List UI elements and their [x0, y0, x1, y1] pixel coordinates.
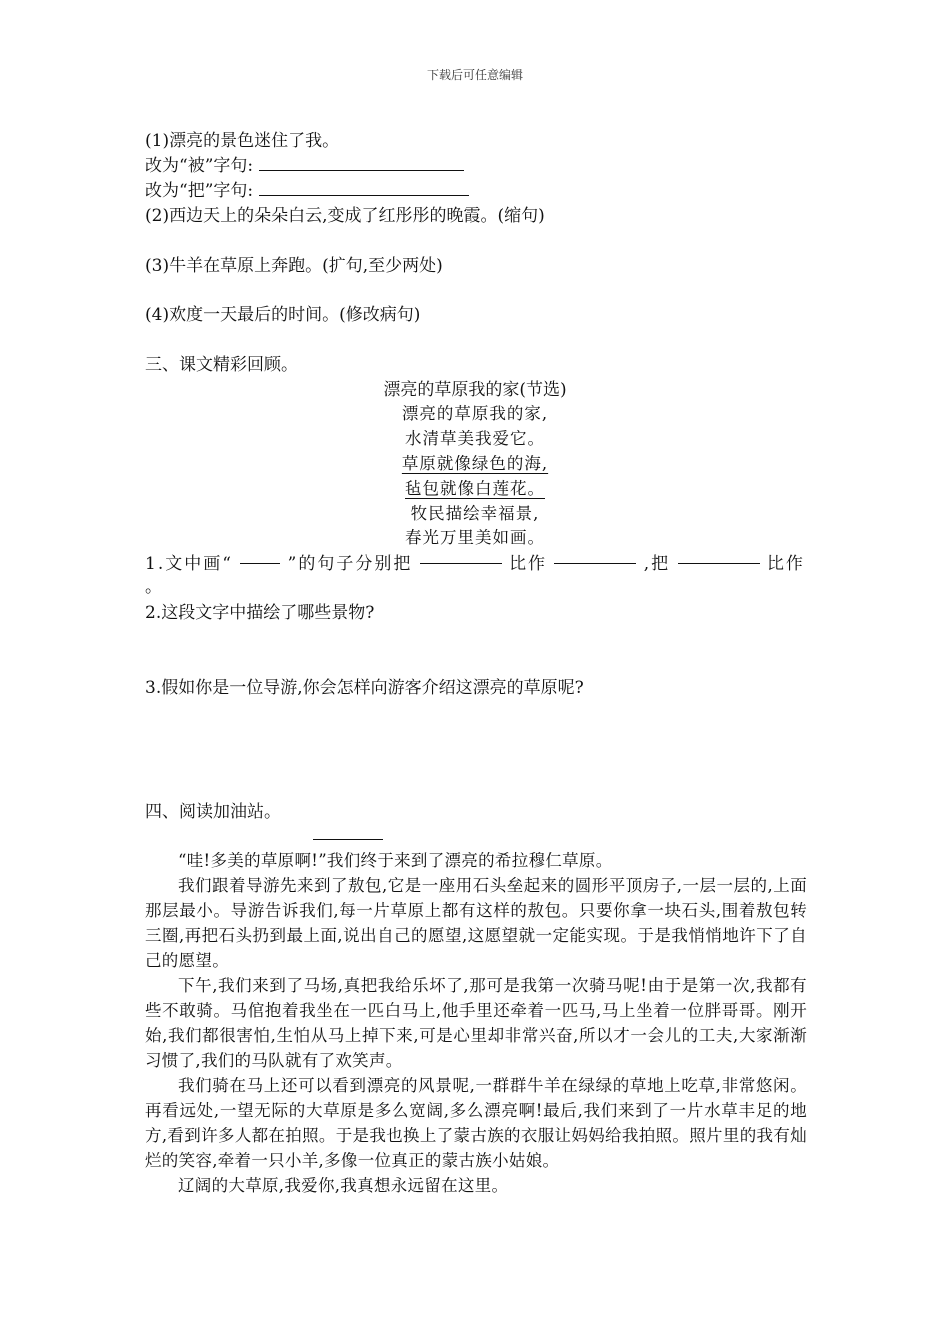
section-4-title: 四、阅读加油站。: [145, 802, 281, 822]
question-1a: [145, 151, 464, 176]
answer-blank[interactable]: [240, 549, 280, 564]
passage-paragraph: 下午,我们来到了马场,真把我给乐坏了,那可是我第一次骑马呢!由于是第一次,我都有些不敢骑。马倌抱着我坐在一匹白马上,他手里还牵着一匹马,马上坐着一位胖哥哥。刚开始,我们都很害怕,生怕从马上掉下来,可是心里却非常兴奋,所以才一会儿的工夫,大家渐渐习惯了,我们的马队就有了欢笑声。: [145, 976, 807, 1070]
fill-question-end: 。: [145, 577, 162, 597]
question-4: (4)欢度一天最后的时间。(修改病句): [145, 305, 421, 325]
answer-blank[interactable]: [259, 156, 464, 171]
poem-title: 漂亮的草原我的家(节选): [383, 380, 567, 400]
passage-paragraph: 我们跟着导游先来到了敖包,它是一座用石头垒起来的圆形平顶房子,一层一层的,上面那层最小。导游告诉我们,每一片草原上都有这样的敖包。只要你拿一块石头,围着敖包转三圈,再把石头扔到最上面,说出自己的愿望,这愿望就一定能实现。于是我悄悄地许下了自己的愿望。: [145, 876, 807, 970]
answer-blank[interactable]: [678, 549, 760, 564]
poem-line-text: 草原就像绿色的海,: [401, 454, 549, 473]
poem-line-text: 毡包就像白莲花。: [405, 479, 545, 498]
poem-line-underlined: [0, 475, 950, 499]
question-1b-label: 改为“把”字句:: [145, 181, 254, 201]
poem-line: 漂亮的草原我的家,: [401, 404, 549, 423]
passage-paragraph: 辽阔的大草原,我爱你,我真想永远留在这里。: [178, 1176, 509, 1195]
poem-line: 牧民描绘幸福景,: [410, 504, 540, 523]
answer-blank[interactable]: [420, 549, 502, 564]
fill-text: 比作: [509, 554, 548, 574]
passage-paragraph: 我们骑在马上还可以看到漂亮的风景呢,一群群牛羊在绿绿的草地上吃草,非常悠闲。再看远处,一望无际的大草原是多么宽阔,多么漂亮啊!最后,我们来到了一片水草丰足的地方,看到许多人都在拍照。于是我也换上了蒙古族的衣服让妈妈给我拍照。照片里的我有灿烂的笑容,牵着一只小羊,多像一位真正的蒙古族小姑娘。: [145, 1076, 807, 1170]
answer-blank[interactable]: [554, 549, 636, 564]
section-3-title: 三、课文精彩回顾。: [145, 355, 298, 375]
fill-text: 比作: [766, 554, 805, 574]
question-2: (2)西边天上的朵朵白云,变成了红彤彤的晚霞。(缩句): [145, 206, 545, 226]
fill-text: 1.文中画“: [145, 554, 233, 574]
fill-text: ,把: [643, 554, 671, 574]
question-1b: [145, 176, 469, 201]
answer-blank[interactable]: [259, 181, 469, 196]
fill-question-1: [145, 549, 805, 574]
question-3: (3)牛羊在草原上奔跑。(扩句,至少两处): [145, 256, 443, 276]
question-s3-3: 3.假如你是一位导游,你会怎样向游客介绍这漂亮的草原呢?: [145, 678, 584, 698]
poem-line: 水清草美我爱它。: [405, 429, 545, 448]
question-1a-label: 改为“被”字句:: [145, 156, 254, 176]
passage-paragraph: “哇!多美的草原啊!”我们终于来到了漂亮的希拉穆仁草原。: [178, 851, 613, 870]
question-1: (1)漂亮的景色迷住了我。: [145, 131, 340, 151]
poem-line: 春光万里美如画。: [405, 528, 545, 547]
title-blank-line[interactable]: [313, 839, 383, 840]
fill-text: ”的句子分别把: [287, 554, 413, 574]
reading-passage: [145, 848, 807, 1198]
page-header: 下载后可任意编辑: [426, 68, 523, 82]
question-s3-2: 2.这段文字中描绘了哪些景物?: [145, 603, 375, 623]
poem-line-underlined: [0, 450, 950, 474]
